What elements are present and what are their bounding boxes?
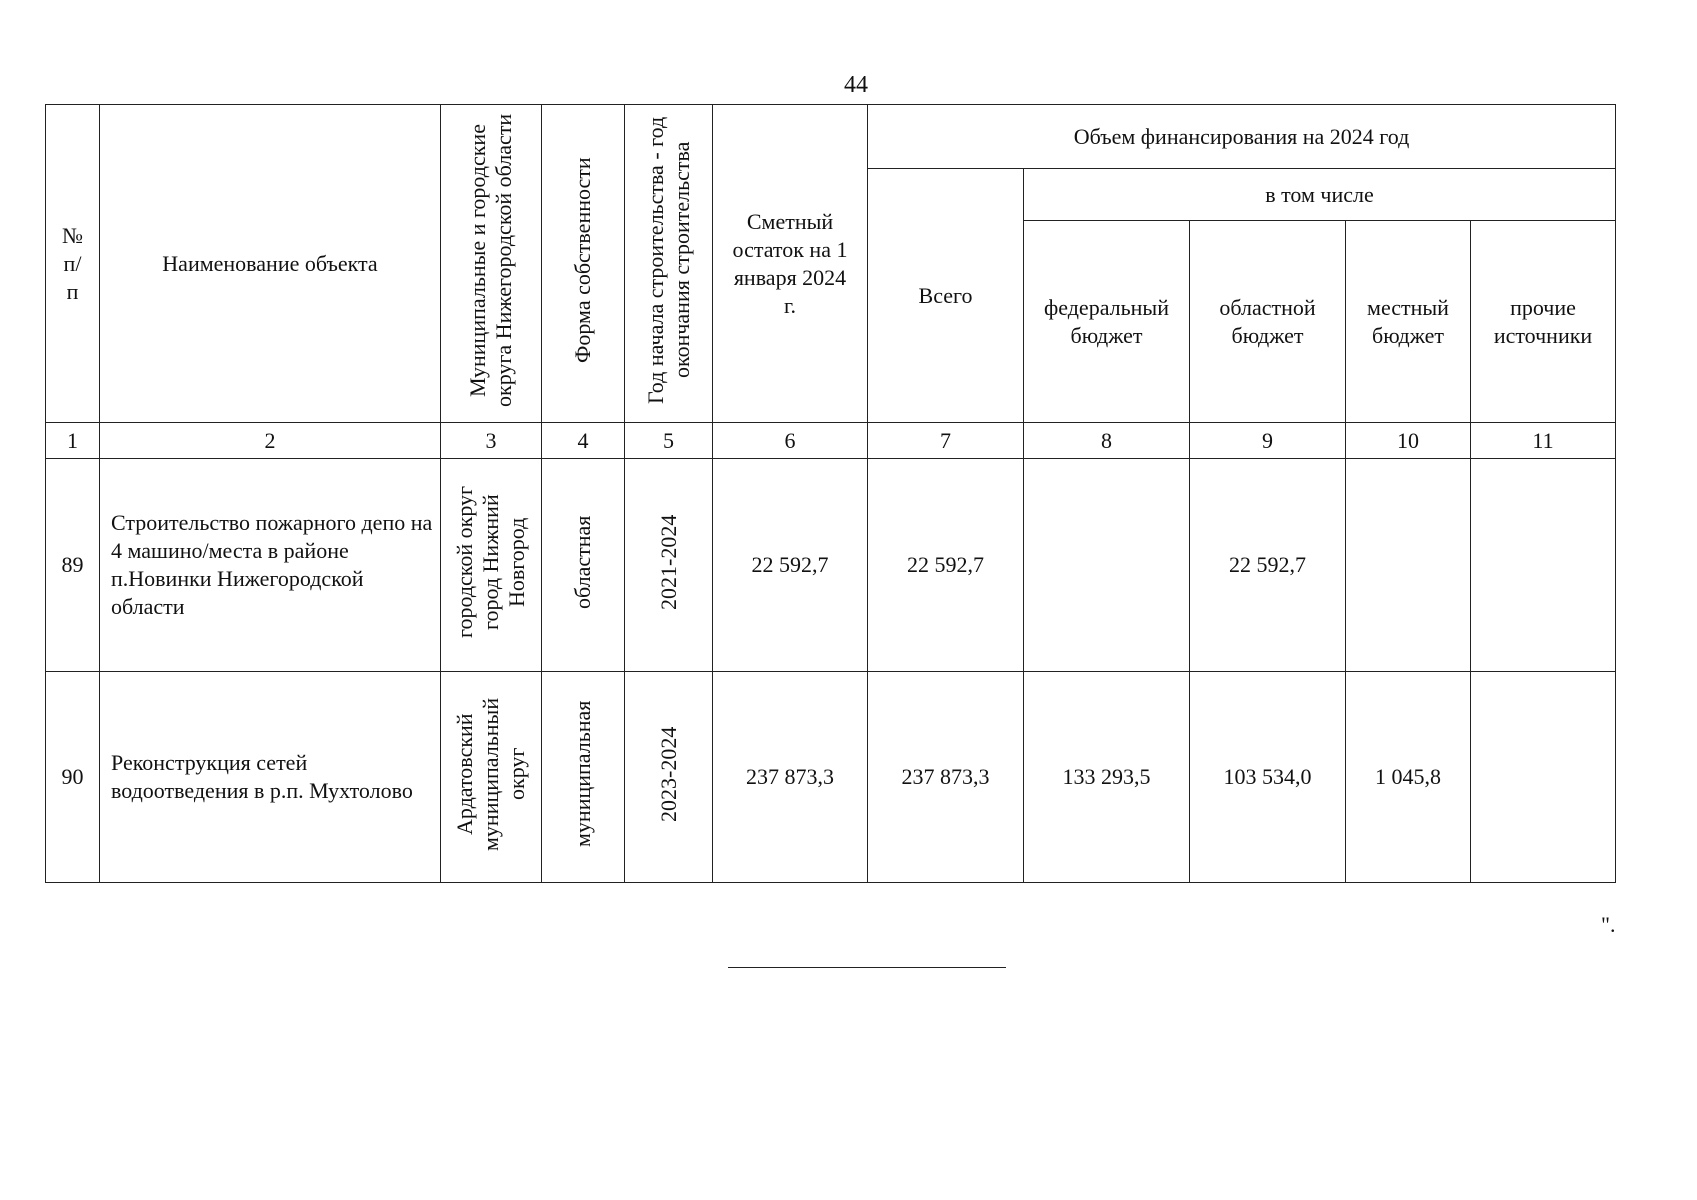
column-number: 10 [1346,423,1471,459]
object-name: Реконструкция сетей водоотведения в р.п. Мухтолово [100,672,441,883]
local-value: 1 045,8 [1346,672,1471,883]
row-number: 89 [46,459,100,672]
header-total: Всего [868,169,1024,423]
regional-value: 22 592,7 [1190,459,1346,672]
local-value [1346,459,1471,672]
column-number: 9 [1190,423,1346,459]
years-text: 2023-2024 [655,725,681,822]
total-value: 237 873,3 [868,672,1024,883]
estimate-value: 22 592,7 [713,459,868,672]
header-num: № п/п [46,105,100,423]
header-years-text: Год начала строительства - год окончания строительства [642,116,694,404]
column-number: 4 [542,423,625,459]
financing-table [45,104,1616,883]
ownership-cell [542,672,625,883]
municipality-text: городской округ город Нижний Новгород [452,485,529,638]
page-number: 44 [844,72,868,98]
estimate-value: 237 873,3 [713,672,868,883]
header-municipality-text: Муниципальные и городские округа Нижегородской области [465,113,516,407]
header-estimate: Сметный остаток на 1 января 2024 г. [713,105,868,423]
years-text: 2021-2024 [655,513,681,610]
header-municipality [441,105,542,423]
other-value [1471,672,1616,883]
header-other: прочие источники [1471,221,1616,423]
years-cell [625,672,713,883]
column-number-row [46,423,1616,459]
federal-value [1024,459,1190,672]
federal-value: 133 293,5 [1024,672,1190,883]
ownership-text: муниципальная [570,700,595,847]
total-value: 22 592,7 [868,459,1024,672]
column-number: 3 [441,423,542,459]
table-row [46,459,1616,672]
header-including: в том числе [1024,169,1616,221]
municipality-cell [441,672,542,883]
header-regional: областной бюджет [1190,221,1346,423]
header-row-1 [46,105,1616,169]
ownership-cell [542,459,625,672]
column-number: 11 [1471,423,1616,459]
ownership-text: областная [570,514,595,609]
header-ownership-text: Форма собственности [570,157,595,363]
column-number: 5 [625,423,713,459]
footer-divider-line [728,967,1006,968]
header-years [625,105,713,423]
municipality-text: Ардатовский муниципальный округ [452,696,529,851]
column-number: 2 [100,423,441,459]
regional-value: 103 534,0 [1190,672,1346,883]
column-number: 1 [46,423,100,459]
object-name: Строительство пожарного депо на 4 машино/места в районе п.Новинки Нижегородской области [100,459,441,672]
column-number: 7 [868,423,1024,459]
closing-quote-mark: ". [1601,912,1616,937]
other-value [1471,459,1616,672]
header-federal: федеральный бюджет [1024,221,1190,423]
years-cell [625,459,713,672]
header-ownership [542,105,625,423]
column-number: 8 [1024,423,1190,459]
municipality-cell [441,459,542,672]
column-number: 6 [713,423,868,459]
header-financing: Объем финансирования на 2024 год [868,105,1616,169]
header-name: Наименование объекта [100,105,441,423]
header-local: местный бюджет [1346,221,1471,423]
table-row [46,672,1616,883]
row-number: 90 [46,672,100,883]
